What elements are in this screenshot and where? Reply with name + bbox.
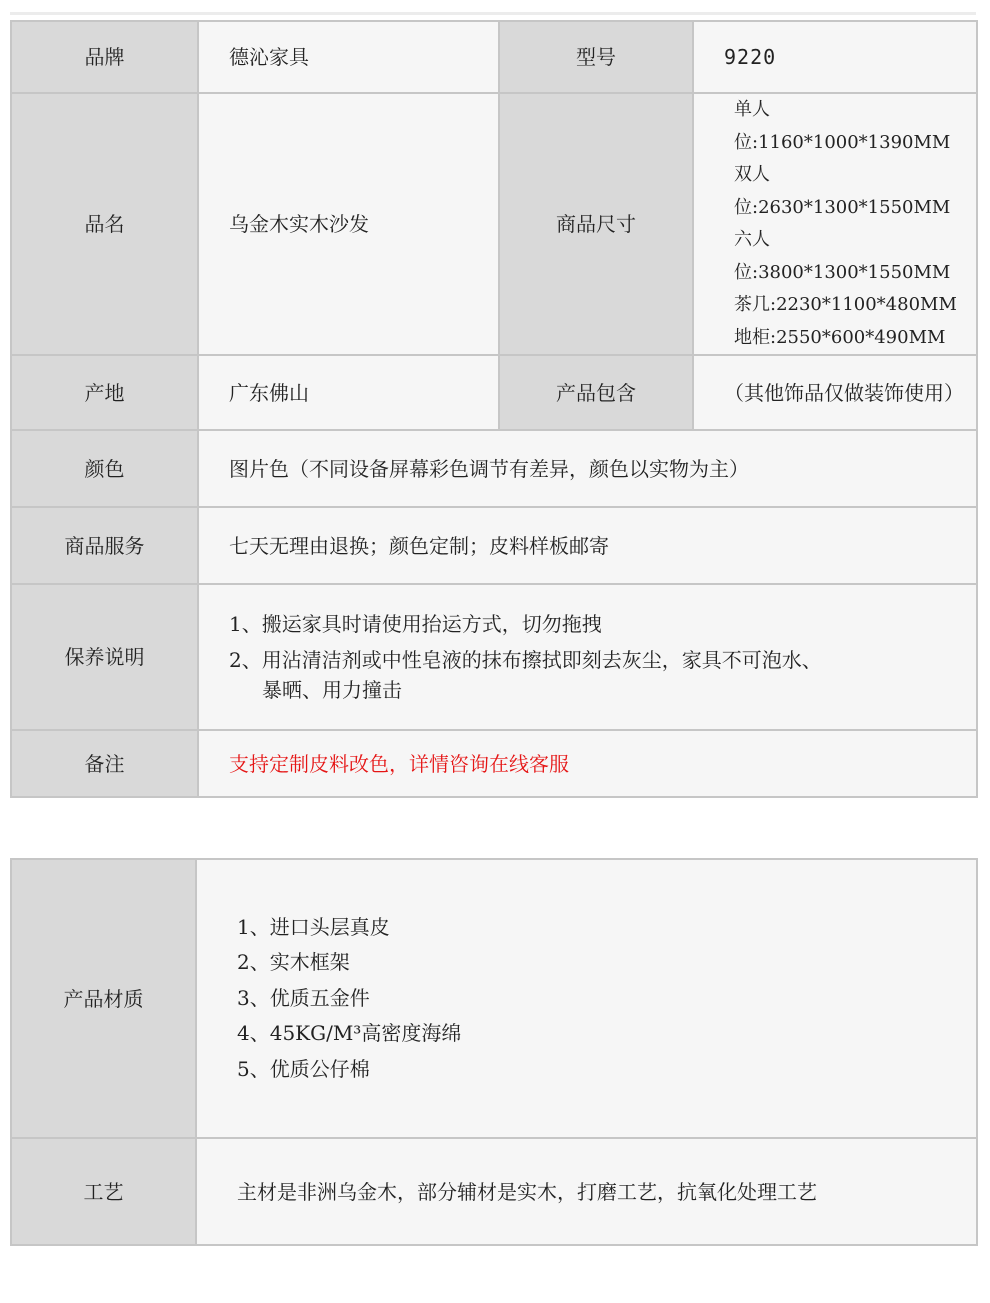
material-item: 2、实木框架: [237, 950, 350, 975]
top-divider: [10, 12, 976, 15]
care-label: 保养说明: [11, 584, 198, 730]
color-label: 颜色: [11, 430, 198, 507]
row-craft: [11, 1138, 977, 1245]
size-item: 单人位:1160*1000*1390MM: [734, 99, 951, 153]
care-item: 暴晒、用力撞击: [262, 678, 402, 702]
name-value: 乌金木实木沙发: [198, 93, 499, 355]
craft-label: 工艺: [11, 1138, 196, 1245]
material-list: [196, 859, 977, 1138]
row-origin-package: [11, 355, 977, 430]
size-item: 地柜:2550*600*490MM: [734, 326, 946, 348]
craft-value: 主材是非洲乌金木，部分辅材是实木，打磨工艺，抗氧化处理工艺: [196, 1138, 977, 1245]
color-value: 图片色（不同设备屏幕彩色调节有差异，颜色以实物为主）: [198, 430, 977, 507]
material-item: 5、优质公仔棉: [237, 1056, 370, 1081]
product-spec-table: [10, 20, 978, 798]
size-label: 商品尺寸: [499, 93, 693, 355]
note-label: 备注: [11, 730, 198, 797]
care-item: 1、搬运家具时请使用抬运方式，切勿拖拽: [229, 612, 602, 636]
row-brand: [11, 21, 977, 93]
material-table: [10, 858, 978, 1246]
brand-label: 品牌: [11, 21, 198, 93]
row-color: [11, 430, 977, 507]
material-item: 3、优质五金件: [237, 985, 370, 1010]
size-item: 六人位:3800*1300*1550MM: [734, 229, 951, 283]
row-material: [11, 859, 977, 1138]
material-item: 4、45KG/M³高密度海绵: [237, 1021, 462, 1046]
care-list: [198, 584, 977, 730]
model-label: 型号: [499, 21, 693, 93]
row-note: [11, 730, 977, 797]
origin-value: 广东佛山: [198, 355, 499, 430]
size-item: 茶几:2230*1100*480MM: [734, 294, 957, 315]
package-label: 产品包含: [499, 355, 693, 430]
material-label: 产品材质: [11, 859, 196, 1138]
material-item: 1、进口头层真皮: [237, 914, 390, 939]
origin-label: 产地: [11, 355, 198, 430]
brand-value: 德沁家具: [198, 21, 499, 93]
row-care: [11, 584, 977, 730]
service-value: 七天无理由退换；颜色定制；皮料样板邮寄: [198, 507, 977, 584]
row-name-size: [11, 93, 977, 355]
service-label: 商品服务: [11, 507, 198, 584]
model-value: 9220: [693, 21, 977, 93]
package-value: （其他饰品仅做装饰使用）: [693, 355, 977, 430]
care-item: 2、用沾清洁剂或中性皂液的抹布擦拭即刻去灰尘，家具不可泡水、: [229, 648, 822, 672]
row-service: [11, 507, 977, 584]
note-value: 支持定制皮料改色，详情咨询在线客服: [198, 730, 977, 797]
name-label: 品名: [11, 93, 198, 355]
size-item: 双人位:2630*1300*1550MM: [734, 164, 951, 218]
size-list: [693, 93, 977, 355]
